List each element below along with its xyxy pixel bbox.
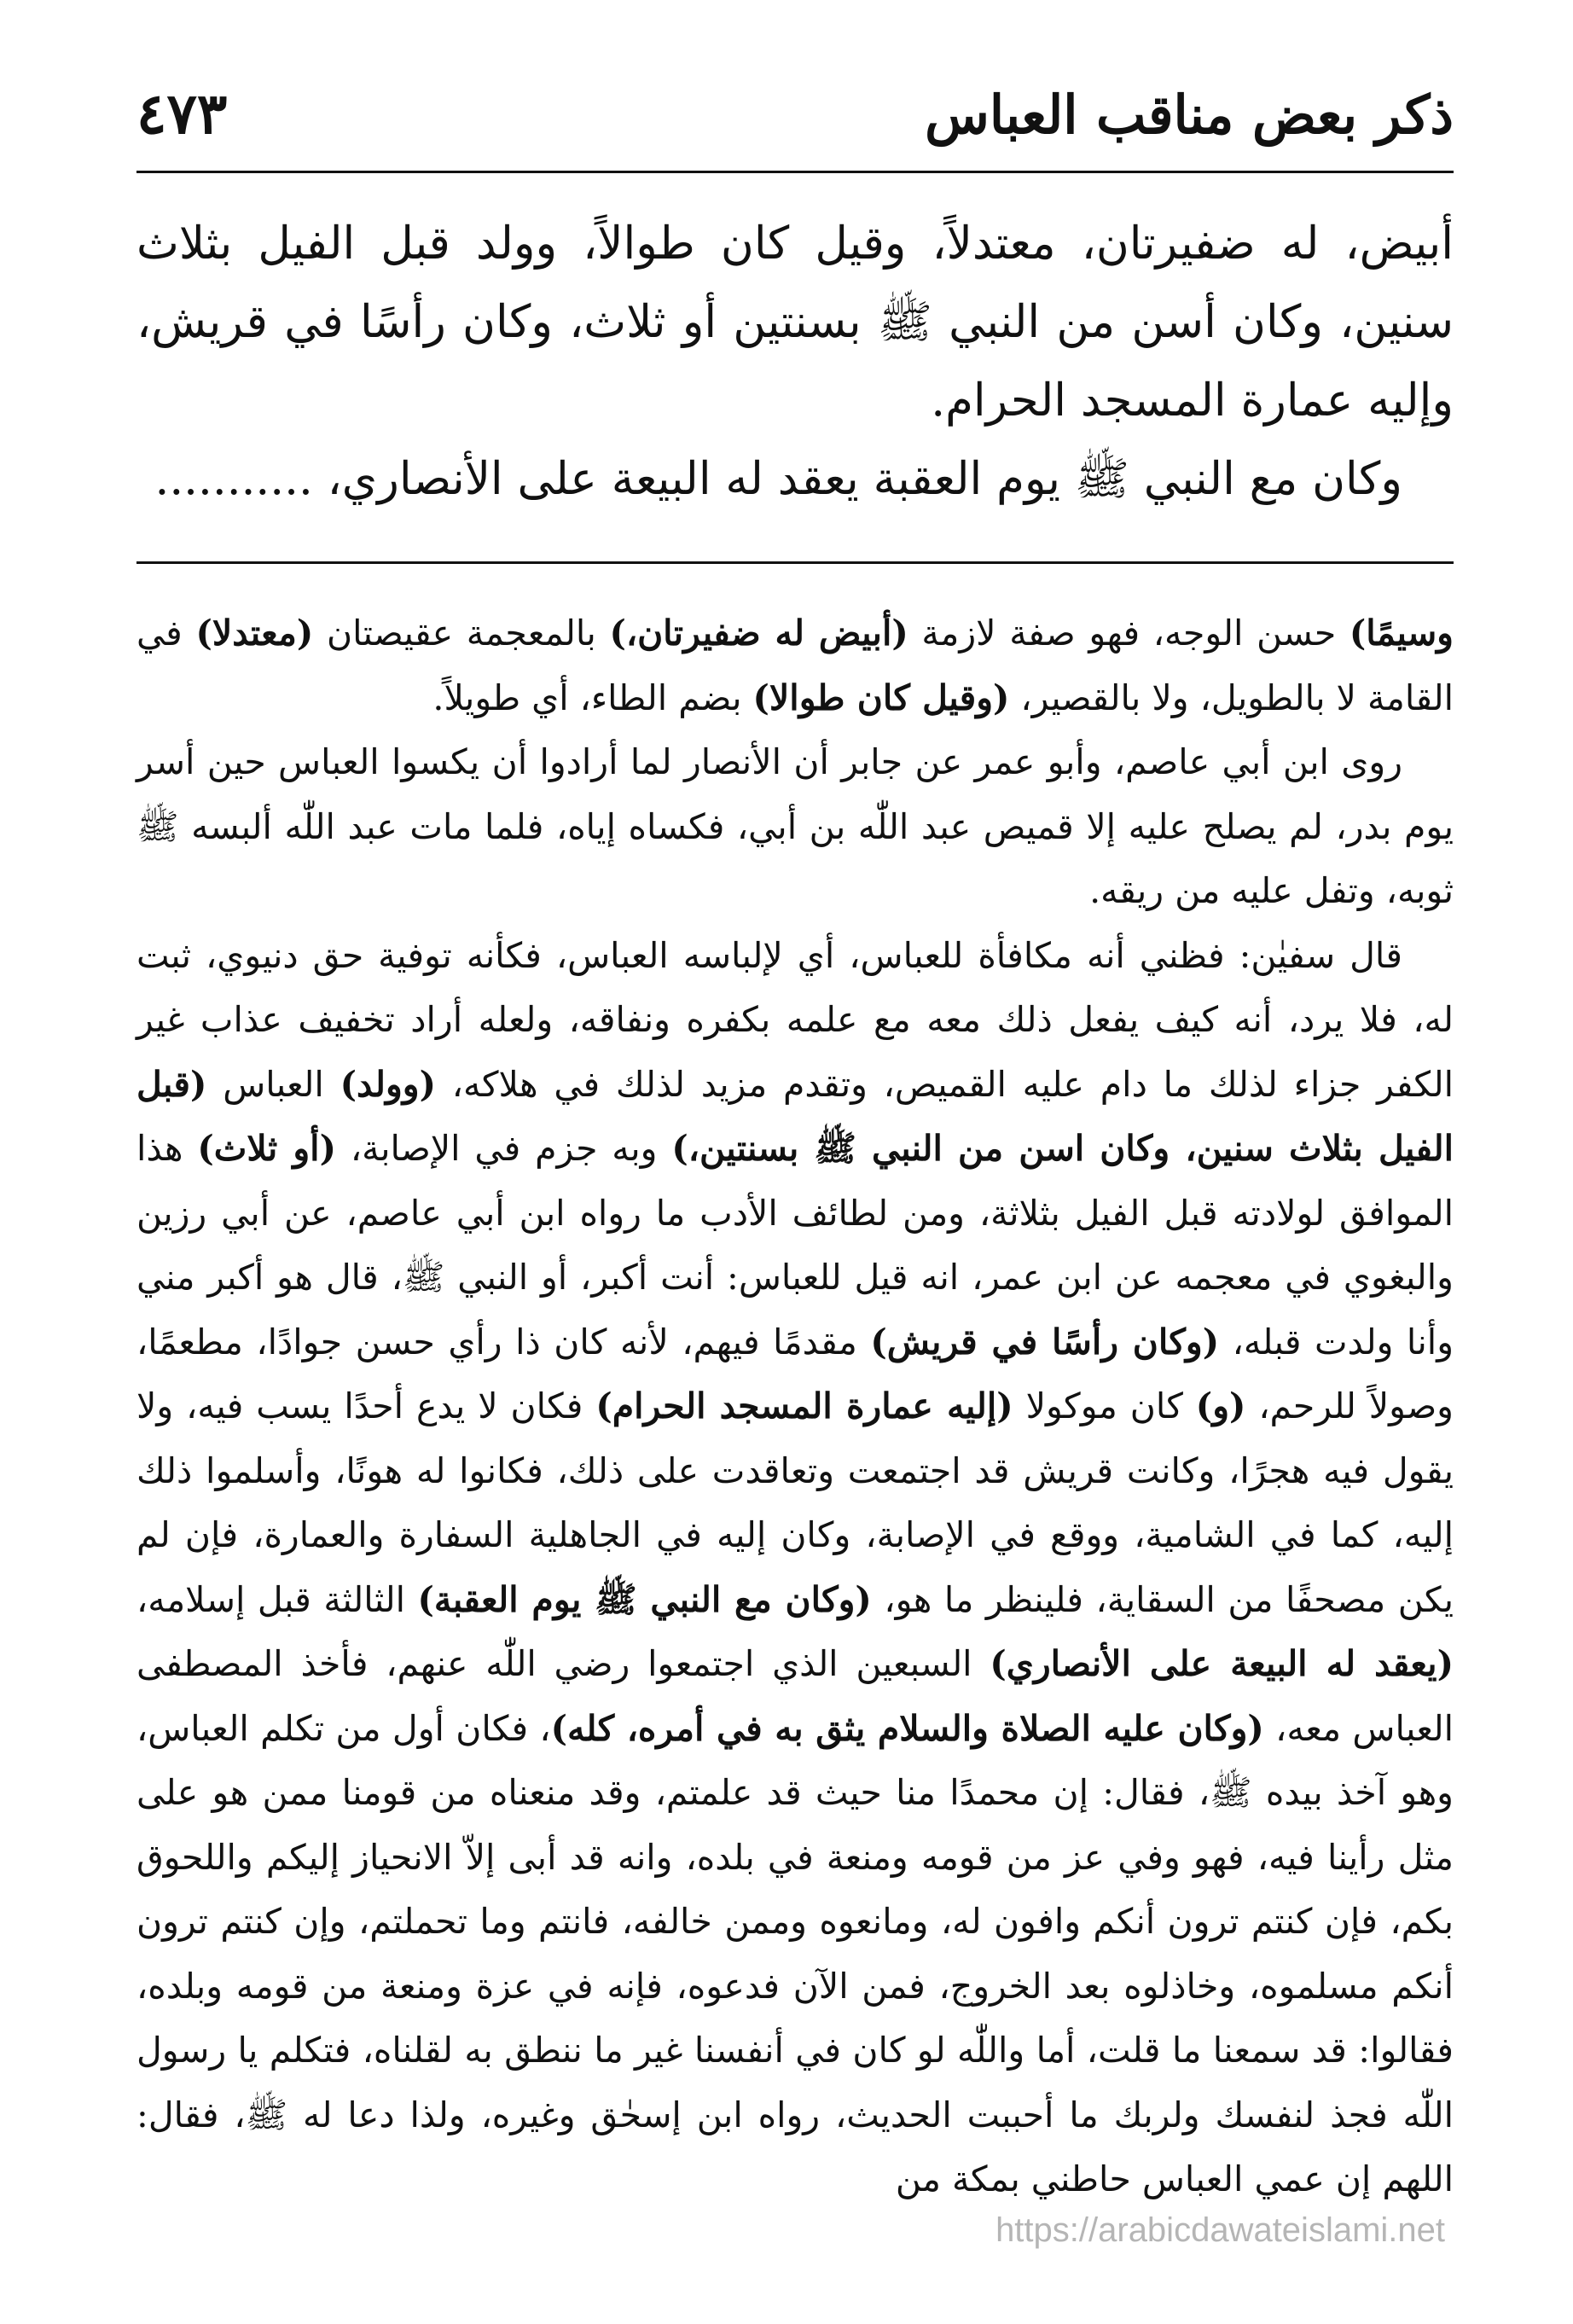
page-header [136, 75, 1454, 169]
commentary-paragraph [136, 601, 1454, 730]
matn-sentence: وكان مع النبي ﷺ يوم العقبة يعقد له البيعة على الأنصاري، [312, 453, 1402, 505]
commentary-run: حسن الوجه، فهو صفة لازمة [908, 613, 1350, 654]
quoted-matn-phrase: (وكان عليه الصلاة والسلام يثق به في أمره، كله) [550, 1707, 1264, 1749]
commentary-run: فكان لا يدع أحدًا يسب فيه، ولا يقول فيه هجرًا، وكانت قريش قد اجتمعت وتعاقدت على ذلك، فكانوا له هونًا، وأسلموا ذلك إليه، كما في الشامية، ووقع في الإصابة، وكان إليه في الجاهلية السفارة والعمارة، فإن لم يكن مصحفًا من السقاية، فلينظر ما هو، [136, 1386, 1454, 1620]
commentary-run: العباس [206, 1063, 340, 1105]
watermark-url: https://arabicdawateislami.net [995, 2211, 1445, 2249]
ellipsis-dots: ........... [154, 453, 313, 505]
matn-paragraph [136, 440, 1454, 519]
quoted-matn-phrase: (قبل الفيل بثلاث سنين، وكان اسن من النبي ﷺ بسنتين،) [136, 1063, 1454, 1169]
quoted-matn-phrase: وسيمًا) [1349, 613, 1454, 654]
quoted-matn-phrase: (و) [1195, 1386, 1246, 1426]
matn-paragraph: أبيض، له ضفيرتان، معتدلاً، وقيل كان طوالاً، وولد قبل الفيل بثلاث سنين، وكان أسن من النبي ﷺ بسنتين أو ثلاث، وكان رأسًا في قريش، وإليه عمارة المسجد الحرام. [136, 218, 1454, 427]
commentary-run: هذا الموافق لولادته قبل الفيل بثلاثة، ومن لطائف الأدب ما رواه ابن أبي عاصم، عن أبي رزين والبغوي في معجمه عن ابن عمر، انه قيل للعباس: أنت أكبر، أو النبي ﷺ، قال هو أكبر مني وأنا ولدت قبله، [136, 1128, 1454, 1362]
commentary-run: بضم الطاء، أي طويلاً. [432, 677, 753, 718]
quoted-matn-phrase: (وكان مع النبي ﷺ يوم العقبة) [417, 1578, 872, 1620]
page-number: ٤٧٣ [136, 80, 228, 147]
commentary-paragraph [136, 730, 1454, 924]
commentary-run: الثالثة قبل إسلامه، [136, 1578, 418, 1620]
matn-text [136, 205, 1454, 519]
running-title: ذكر بعض مناقب العباس [925, 84, 1454, 146]
commentary-run: روى ابن أبي عاصم، وأبو عمر عن جابر أن الأنصار لما أرادوا أن يكسوا العباس حين أسر يوم بدر، لم يصلح عليه إلا قميص عبد اللّٰه بن أبي، فكساه إياه، فلما مات عبد اللّٰه ألبسه ﷺ ثوبه، وتفل عليه من ريقه. [136, 741, 1454, 911]
quoted-matn-phrase: (يعقد له البيعة على الأنصاري) [990, 1643, 1454, 1684]
commentary-run: وبه جزم في الإصابة، [335, 1128, 672, 1169]
commentary-run: كان موكولا [1013, 1386, 1196, 1426]
commentary-paragraph [136, 924, 1454, 2212]
commentary-run: في القامة لا بالطويل، ولا بالقصير، [136, 613, 1454, 718]
quoted-matn-phrase: (أو ثلاث) [197, 1128, 336, 1169]
quoted-matn-phrase: (وقيل كان طوالا) [752, 677, 1010, 718]
commentary-run: بالمعجمة عقيصتان [313, 613, 610, 654]
quoted-matn-phrase: (وكان رأسًا في قريش) [870, 1321, 1220, 1362]
commentary-run: قال سفيٰن: فظني أنه مكافأة للعباس، أي لإلباسه العباس، فكأنه توفية حق دنيوي، ثبت له، فلا يرد، أنه كيف يفعل ذلك معه مع علمه بكفره ونفاقه، ولعله أراد تخفيف عذاب غير الكفر جزاء لذلك ما دام عليه القميص، وتقدم مزيد لذلك في هلاكه، [136, 934, 1454, 1105]
quoted-matn-phrase: (معتدلا) [195, 613, 314, 654]
quoted-matn-phrase: (أبيض له ضفيرتان،) [609, 613, 908, 654]
header-rule [136, 171, 1454, 173]
commentary-run: ، فكان أول من تكلم العباس، وهو آخذ بيده ﷺ، فقال: إن محمدًا منا حيث قد علمتم، وقد منعناه من قومنا ممن هو على مثل رأينا فيه، فهو وفي عز من قومه ومنعة في بلده، وانه قد أبى إلاّ الانحياز إليكم واللحوق بكم، فإن كنتم ترون أنكم وافون له، ومانعوه وممن خالفه، فانتم وما تحملتم، وإن كنتم ترون أنكم مسلموه، وخاذلوه بعد الخروج، فمن الآن فدعوه، فإنه في عزة ومنعة من قومه وبلده، فقالوا: قد سمعنا ما قلت، أما واللّٰه لو كان في أنفسنا غير ما ننطق به لقلناه، فتكلم يا رسول اللّٰه فجذ لنفسك ولربك ما أحببت الحديث، رواه ابن إسحٰق وغيره، ولذا دعا له ﷺ، فقال: اللهم إن عمي العباس حاطني بمكة من [136, 1707, 1454, 2199]
commentary-run: مقدمًا فيهم، لأنه كان ذا رأي حسن جوادًا، مطعمًا، وصولاً للرحم، [136, 1321, 1454, 1426]
separator-rule [136, 561, 1454, 564]
commentary-text [136, 601, 1454, 2212]
quoted-matn-phrase: (وولد) [340, 1063, 436, 1105]
commentary-run: السبعين الذي اجتمعوا رضي اللّٰه عنهم، فأخذ المصطفى العباس معه، [136, 1643, 1454, 1749]
quoted-matn-phrase: (إليه عمارة المسجد الحرام) [595, 1386, 1013, 1426]
